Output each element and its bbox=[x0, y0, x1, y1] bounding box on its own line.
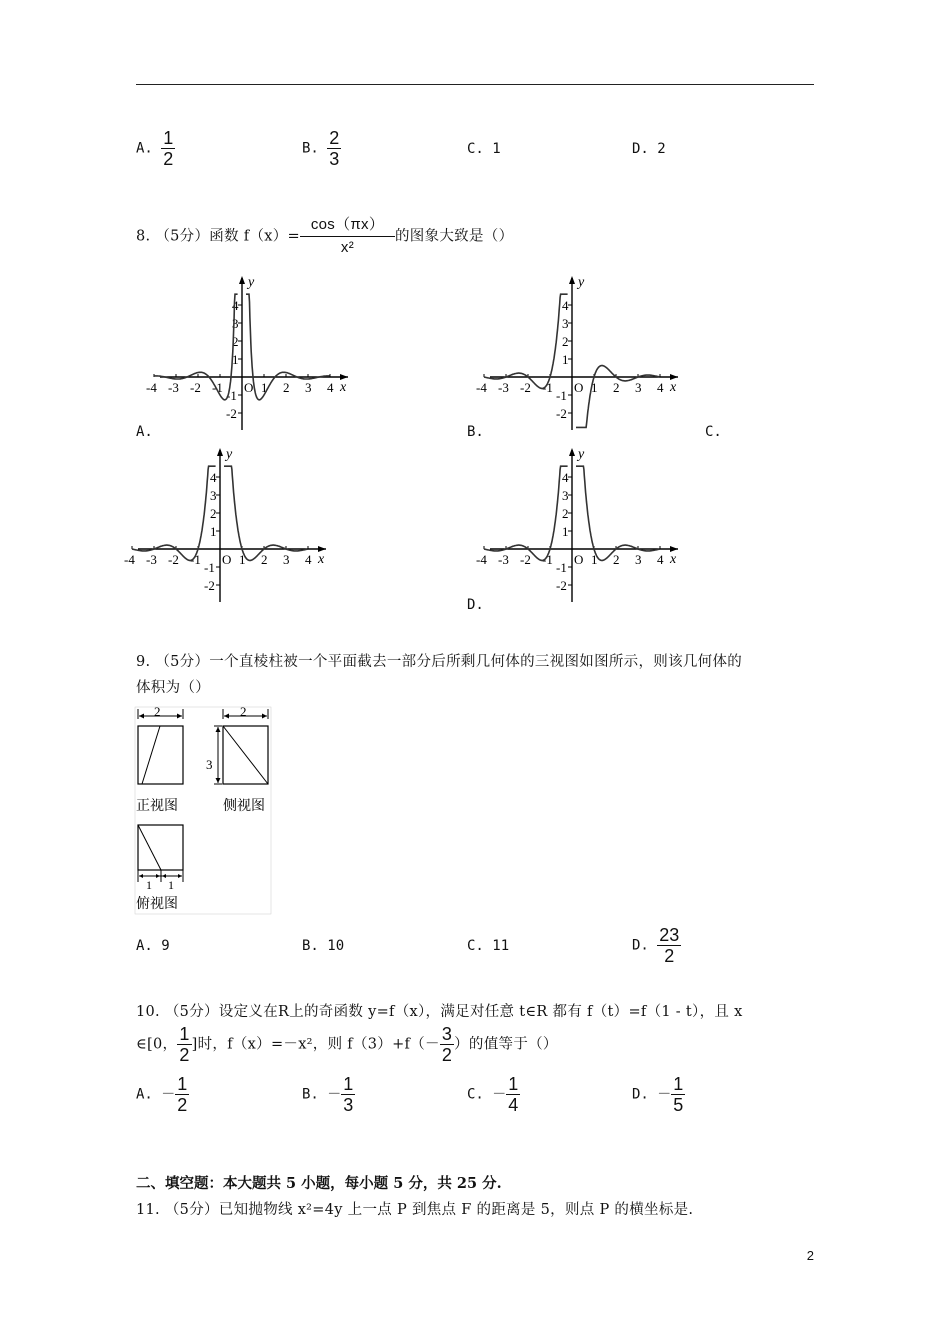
page-number: 2 bbox=[806, 1248, 814, 1263]
graph-b-label: B. bbox=[467, 424, 484, 440]
y-tick-label: -1 bbox=[556, 560, 567, 575]
x-tick-label: 2 bbox=[613, 552, 620, 567]
q7-option-d: D. 2 bbox=[632, 141, 666, 157]
x-tick-label: 4 bbox=[305, 552, 312, 567]
x-tick-label: -3 bbox=[146, 552, 157, 567]
q9-stem-line2: 体积为（） bbox=[136, 680, 210, 696]
q10-option-b: B. － $\frac{1}{3}$ bbox=[302, 1074, 354, 1115]
x-tick-label: 2 bbox=[261, 552, 268, 567]
y-tick-label: -1 bbox=[204, 560, 215, 575]
x-tick-label: 1 bbox=[261, 380, 268, 395]
q10-stem-line2: ∈[0， $\frac{1}{2}$ ]时，f（x）=－x²，则 f（3）+f（－ $\frac{3}{2}$ ）的值等于（） bbox=[136, 1024, 558, 1065]
graph-b bbox=[476, 272, 690, 432]
x-tick-label: 3 bbox=[283, 552, 290, 567]
x-tick-label: -1 bbox=[542, 552, 553, 567]
graph-a bbox=[146, 272, 360, 432]
y-axis-label: y bbox=[226, 447, 233, 462]
side-view-label: 侧视图 bbox=[223, 799, 265, 814]
y-axis-arrow bbox=[569, 448, 575, 456]
q9-option-d: D. $\frac{23}{2}$ bbox=[632, 925, 680, 966]
y-tick-label: 2 bbox=[562, 334, 569, 349]
q7-option-c: C. 1 bbox=[467, 141, 501, 157]
top-dim-left: 1 bbox=[146, 878, 152, 892]
x-axis-label: x bbox=[318, 552, 325, 567]
q10-option-d: D. － $\frac{1}{5}$ bbox=[632, 1074, 684, 1115]
side-height-label: 3 bbox=[206, 757, 213, 772]
function-curve bbox=[484, 466, 568, 560]
side-view bbox=[206, 704, 268, 814]
header-rule bbox=[136, 84, 814, 85]
x-tick-label: -2 bbox=[168, 552, 179, 567]
y-tick-label: 4 bbox=[232, 298, 239, 313]
y-tick-label: 2 bbox=[210, 506, 217, 521]
x-tick-label: 2 bbox=[283, 380, 290, 395]
x-axis-label: x bbox=[670, 380, 677, 395]
y-tick-label: 2 bbox=[232, 334, 239, 349]
side-dim-label: 2 bbox=[240, 704, 247, 719]
y-tick-label: -1 bbox=[556, 388, 567, 403]
x-tick-label: -2 bbox=[190, 380, 201, 395]
q9-option-b: B. 10 bbox=[302, 938, 345, 954]
top-view-label: 俯视图 bbox=[136, 897, 178, 912]
y-axis-arrow bbox=[217, 448, 223, 456]
graph-c-label: C. bbox=[705, 424, 722, 440]
y-tick-label: 1 bbox=[562, 352, 569, 367]
x-axis-label: x bbox=[340, 380, 347, 395]
y-tick-label: -2 bbox=[556, 578, 567, 593]
y-tick-label: 3 bbox=[210, 488, 217, 503]
y-tick-label: 4 bbox=[562, 470, 569, 485]
x-tick-label: -4 bbox=[476, 380, 487, 395]
y-axis-arrow bbox=[569, 276, 575, 284]
x-tick-label: -4 bbox=[146, 380, 157, 395]
y-tick-label: 3 bbox=[562, 316, 569, 331]
y-tick-label: -2 bbox=[204, 578, 215, 593]
x-axis-label: x bbox=[670, 552, 677, 567]
y-tick-label: 1 bbox=[210, 524, 217, 539]
x-tick-label: O bbox=[574, 552, 584, 567]
q7-option-b: B. $\frac{2}{3}$ bbox=[302, 128, 340, 169]
y-tick-label: 4 bbox=[562, 298, 569, 313]
three-view-figure bbox=[134, 706, 274, 916]
y-tick-label: 3 bbox=[562, 488, 569, 503]
x-tick-label: 3 bbox=[305, 380, 312, 395]
x-tick-label: -1 bbox=[542, 380, 553, 395]
section-2-heading: 二、填空题：本大题共 5 小题，每小题 5 分，共 25 分. bbox=[136, 1175, 502, 1192]
x-tick-label: 4 bbox=[657, 380, 664, 395]
q10-stem-line1: 10. （5分）设定义在R上的奇函数 y=f（x），满足对任意 t∈R 都有 f（t）=f（1 - t），且 x bbox=[136, 1004, 743, 1020]
y-tick-label: 4 bbox=[210, 470, 217, 485]
q9-stem-line1: 9. （5分）一个直棱柱被一个平面截去一部分后所剩几何体的三视图如图所示，则该几何体的 bbox=[136, 654, 743, 670]
x-tick-label: -2 bbox=[520, 552, 531, 567]
q8-stem: 8. （5分）函数 f（x）= $\frac{\cos(\pi x)}{\text{x²}}$ 的图象大致是（） bbox=[136, 216, 514, 256]
x-tick-label: -3 bbox=[168, 380, 179, 395]
x-tick-label: O bbox=[574, 380, 584, 395]
x-tick-label: -1 bbox=[190, 552, 201, 567]
y-axis-label: y bbox=[578, 275, 585, 290]
x-tick-label: O bbox=[244, 380, 254, 395]
front-view-label: 正视图 bbox=[136, 799, 178, 814]
x-tick-label: -3 bbox=[498, 552, 509, 567]
q9-option-c: C. 11 bbox=[467, 938, 510, 954]
graph-d bbox=[476, 444, 690, 604]
x-tick-label: 1 bbox=[591, 380, 598, 395]
q7-option-a: A. $\frac{1}{2}$ bbox=[136, 128, 174, 169]
x-tick-label: 4 bbox=[657, 552, 664, 567]
function-curve bbox=[576, 366, 660, 428]
x-tick-label: 2 bbox=[613, 380, 620, 395]
q11-stem: 11. （5分）已知抛物线 x²=4y 上一点 P 到焦点 F 的距离是 5，则点 P 的横坐标是. bbox=[136, 1202, 694, 1218]
x-tick-label: -1 bbox=[212, 380, 223, 395]
graph-c bbox=[124, 444, 338, 604]
x-tick-label: -3 bbox=[498, 380, 509, 395]
top-view bbox=[136, 825, 183, 912]
x-tick-label: 3 bbox=[635, 380, 642, 395]
y-tick-label: 3 bbox=[232, 316, 239, 331]
y-tick-label: 1 bbox=[232, 352, 239, 367]
graph-a-label: A. bbox=[136, 424, 153, 440]
x-tick-label: O bbox=[222, 552, 232, 567]
q9-option-a: A. 9 bbox=[136, 938, 170, 954]
front-dim-label: 2 bbox=[154, 704, 161, 719]
front-view bbox=[136, 704, 183, 814]
x-tick-label: 3 bbox=[635, 552, 642, 567]
function-curve bbox=[576, 466, 660, 560]
y-tick-label: -2 bbox=[226, 406, 237, 421]
x-tick-label: -4 bbox=[124, 552, 135, 567]
function-curve bbox=[484, 294, 568, 388]
y-axis-label: y bbox=[248, 275, 255, 290]
y-tick-label: 1 bbox=[562, 524, 569, 539]
x-tick-label: 1 bbox=[591, 552, 598, 567]
function-curve bbox=[224, 466, 308, 560]
x-tick-label: -2 bbox=[520, 380, 531, 395]
y-axis-arrow bbox=[239, 276, 245, 284]
q10-option-c: C. － $\frac{1}{4}$ bbox=[467, 1074, 519, 1115]
y-tick-label: -1 bbox=[226, 388, 237, 403]
graph-d-label: D. bbox=[467, 597, 484, 613]
x-tick-label: 4 bbox=[327, 380, 334, 395]
y-axis-label: y bbox=[578, 447, 585, 462]
x-tick-label: 1 bbox=[239, 552, 246, 567]
x-tick-label: -4 bbox=[476, 552, 487, 567]
top-dim-right: 1 bbox=[168, 878, 174, 892]
function-curve bbox=[132, 466, 216, 560]
q10-option-a: A. － $\frac{1}{2}$ bbox=[136, 1074, 188, 1115]
y-tick-label: 2 bbox=[562, 506, 569, 521]
y-tick-label: -2 bbox=[556, 406, 567, 421]
